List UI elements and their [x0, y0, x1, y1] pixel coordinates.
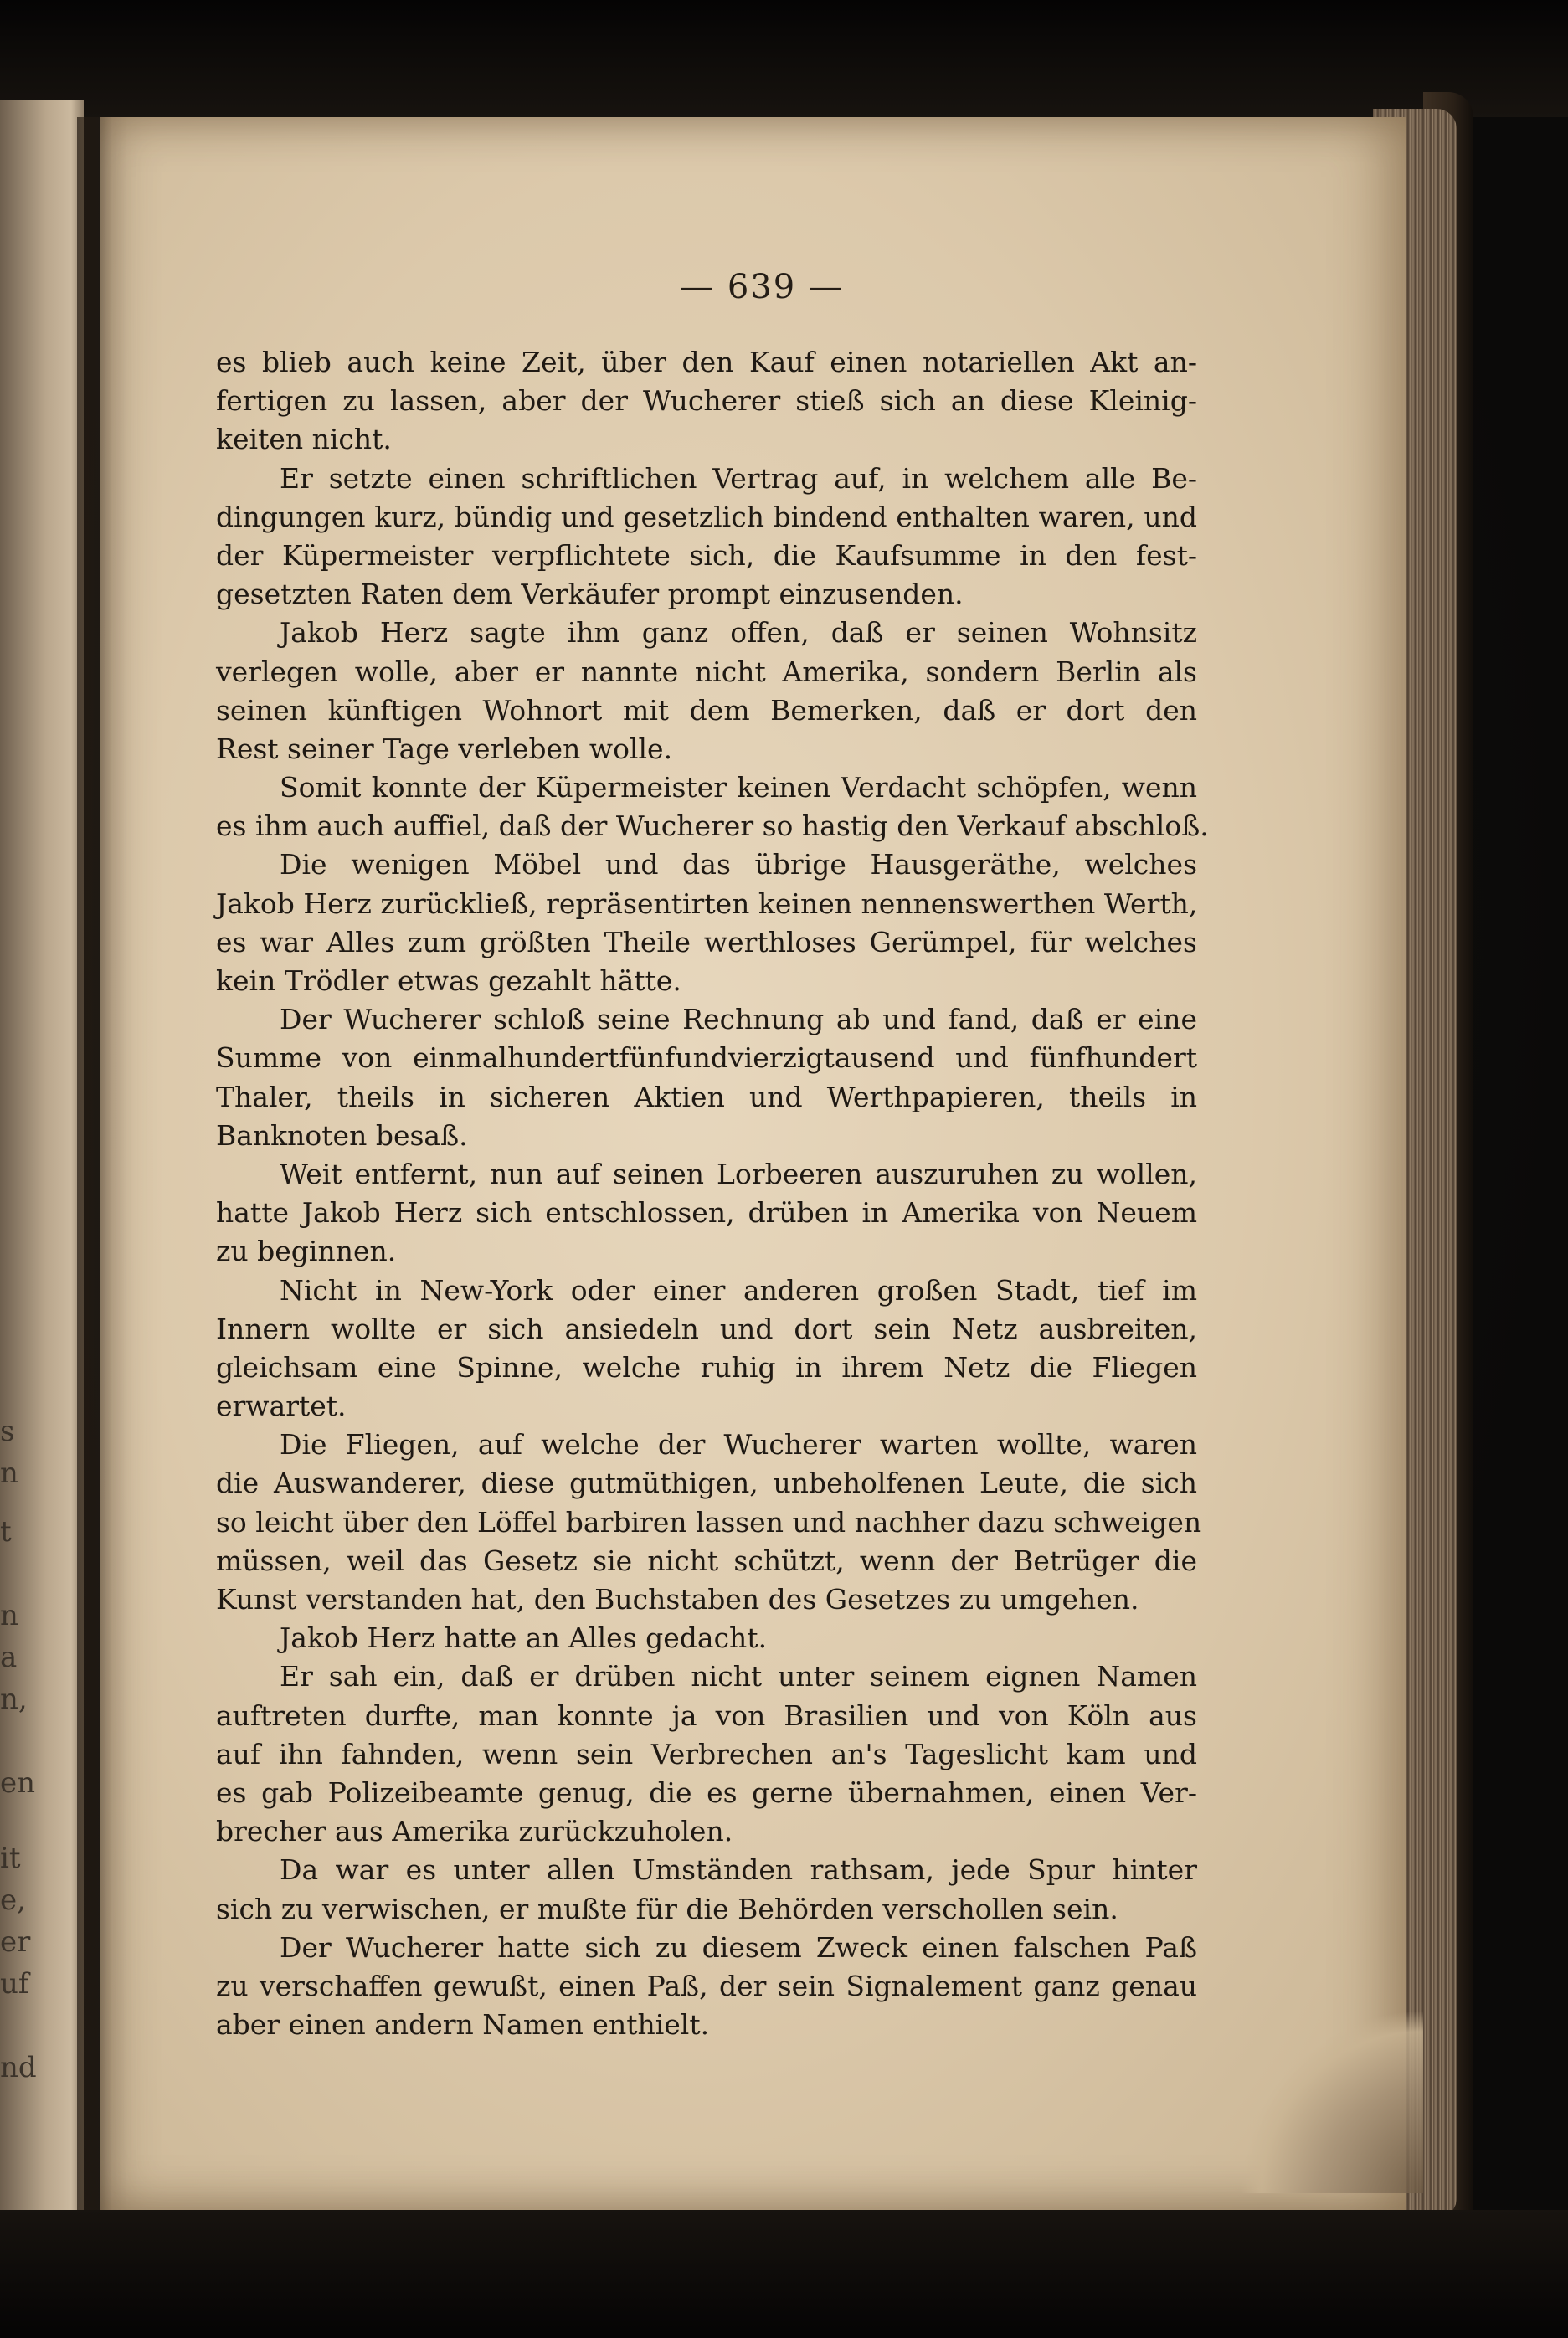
text-line: auf ihn fahnden, wenn sein Verbrechen an's Tageslicht kam und — [216, 1737, 1197, 1770]
text-line: Summe von einmalhundertfünfundvierzigtausend und fünfhundert — [216, 1041, 1197, 1075]
text-line: Er sah ein, daß er drüben nicht unter seinem eignen Namen — [280, 1660, 1197, 1693]
text-line: es ihm auch auffiel, daß der Wucherer so hastig den Verkauf abschloß. — [216, 809, 1209, 843]
text-line: Die Fliegen, auf welche der Wucherer warten wollte, waren — [280, 1428, 1197, 1462]
margin-fragment: s — [0, 1415, 15, 1448]
text-line: gleichsam eine Spinne, welche ruhig in ihrem Netz die Fliegen — [216, 1350, 1197, 1384]
text-line: Der Wucherer schloß seine Rechnung ab und fand, daß er eine — [280, 1003, 1197, 1036]
margin-fragment: uf — [0, 1967, 29, 2001]
margin-fragment: nd — [0, 2051, 37, 2084]
text-line: dingungen kurz, bündig und gesetzlich bindend enthalten waren, und — [216, 500, 1197, 533]
text-line: es gab Polizeibeamte genug, die es gerne übernahmen, einen Ver- — [216, 1775, 1197, 1809]
text-line: Kunst verstanden hat, den Buchstaben des Gesetzes zu umgehen. — [216, 1583, 1139, 1616]
top-shadow — [0, 0, 1568, 117]
text-line: Rest seiner Tage verleben wolle. — [216, 732, 673, 765]
margin-fragment: er — [0, 1925, 31, 1959]
text-line: verlegen wolle, aber er nannte nicht Amerika, sondern Berlin als — [216, 655, 1197, 688]
text-line: Weit entfernt, nun auf seinen Lorbeeren auszuruhen zu wollen, — [280, 1157, 1197, 1190]
margin-fragment: n — [0, 1599, 18, 1632]
text-line: Er setzte einen schriftlichen Vertrag auf, in welchem alle Be- — [280, 461, 1197, 495]
text-line: erwartet. — [216, 1390, 347, 1423]
text-line: Der Wucherer hatte sich zu diesem Zweck einen falschen Paß — [280, 1930, 1197, 1964]
page-number: — 639 — — [680, 268, 844, 306]
margin-fragment: en — [0, 1766, 36, 1800]
margin-fragment: e, — [0, 1883, 26, 1917]
text-line: gesetzten Raten dem Verkäufer prompt einzusenden. — [216, 578, 964, 611]
text-line: es war Alles zum größten Theile werthloses Gerümpel, für welches — [216, 925, 1197, 958]
margin-fragment: t — [0, 1515, 12, 1549]
text-line: fertigen zu lassen, aber der Wucherer stieß sich an diese Kleinig- — [216, 384, 1197, 418]
text-line: Somit konnte der Küpermeister keinen Verdacht schöpfen, wenn — [280, 771, 1197, 804]
text-line: seinen künftigen Wohnort mit dem Bemerken, daß er dort den — [216, 693, 1197, 727]
text-line: auftreten durfte, man konnte ja von Brasilien und von Köln aus — [216, 1698, 1197, 1732]
text-line: zu beginnen. — [216, 1235, 397, 1268]
text-line: Innern wollte er sich ansiedeln und dort sein Netz ausbreiten, — [216, 1312, 1197, 1345]
text-line: Banknoten besaß. — [216, 1118, 468, 1152]
body-text — [216, 343, 1209, 2044]
margin-fragment: it — [0, 1842, 21, 1875]
text-line: sich zu verwischen, er mußte für die Behörden verschollen sein. — [216, 1892, 1118, 1925]
text-line: zu verschaffen gewußt, einen Paß, der sein Signalement ganz genau — [216, 1969, 1197, 2002]
text-line: brecher aus Amerika zurückzuholen. — [216, 1815, 733, 1848]
text-line: Die wenigen Möbel und das übrige Hausgeräthe, welches — [280, 848, 1197, 881]
margin-fragment: n, — [0, 1683, 28, 1716]
text-line: der Küpermeister verpflichtete sich, die Kaufsumme in den fest- — [216, 538, 1197, 572]
text-line: so leicht über den Löffel barbiren lassen und nachher dazu schweigen — [216, 1505, 1202, 1539]
text-line: Da war es unter allen Umständen rathsam, jede Spur hinter — [280, 1853, 1197, 1887]
margin-fragment: a — [0, 1641, 18, 1674]
gutter-shadow — [77, 117, 127, 2210]
text-line: es blieb auch keine Zeit, über den Kauf einen notariellen Akt an- — [216, 346, 1197, 378]
facing-page-edge — [0, 100, 84, 2243]
text-line: Nicht in New-York oder einer anderen großen Stadt, tief im — [280, 1273, 1197, 1307]
text-line: Thaler, theils in sicheren Aktien und Werthpapieren, theils in — [216, 1080, 1197, 1113]
text-line: Jakob Herz sagte ihm ganz offen, daß er seinen Wohnsitz — [280, 616, 1197, 650]
text-line: die Auswanderer, diese gutmüthigen, unbeholfenen Leute, die sich — [216, 1467, 1197, 1500]
text-line: aber einen andern Namen enthielt. — [216, 2008, 710, 2042]
text-line: Jakob Herz zurückließ, repräsentirten keinen nennenswerthen Werth, — [216, 886, 1198, 920]
text-line: müssen, weil das Gesetz sie nicht schützt, wenn der Betrüger die — [216, 1544, 1197, 1577]
text-line: kein Trödler etwas gezahlt hätte. — [216, 964, 681, 997]
text-line: keiten nicht. — [216, 423, 392, 456]
bottom-shadow — [0, 2210, 1568, 2338]
text-line: hatte Jakob Herz sich entschlossen, drüben in Amerika von Neuem — [216, 1196, 1197, 1230]
text-line: Jakob Herz hatte an Alles gedacht. — [280, 1621, 768, 1655]
margin-fragment: n — [0, 1457, 18, 1490]
page-corner-curl — [1239, 2009, 1423, 2193]
